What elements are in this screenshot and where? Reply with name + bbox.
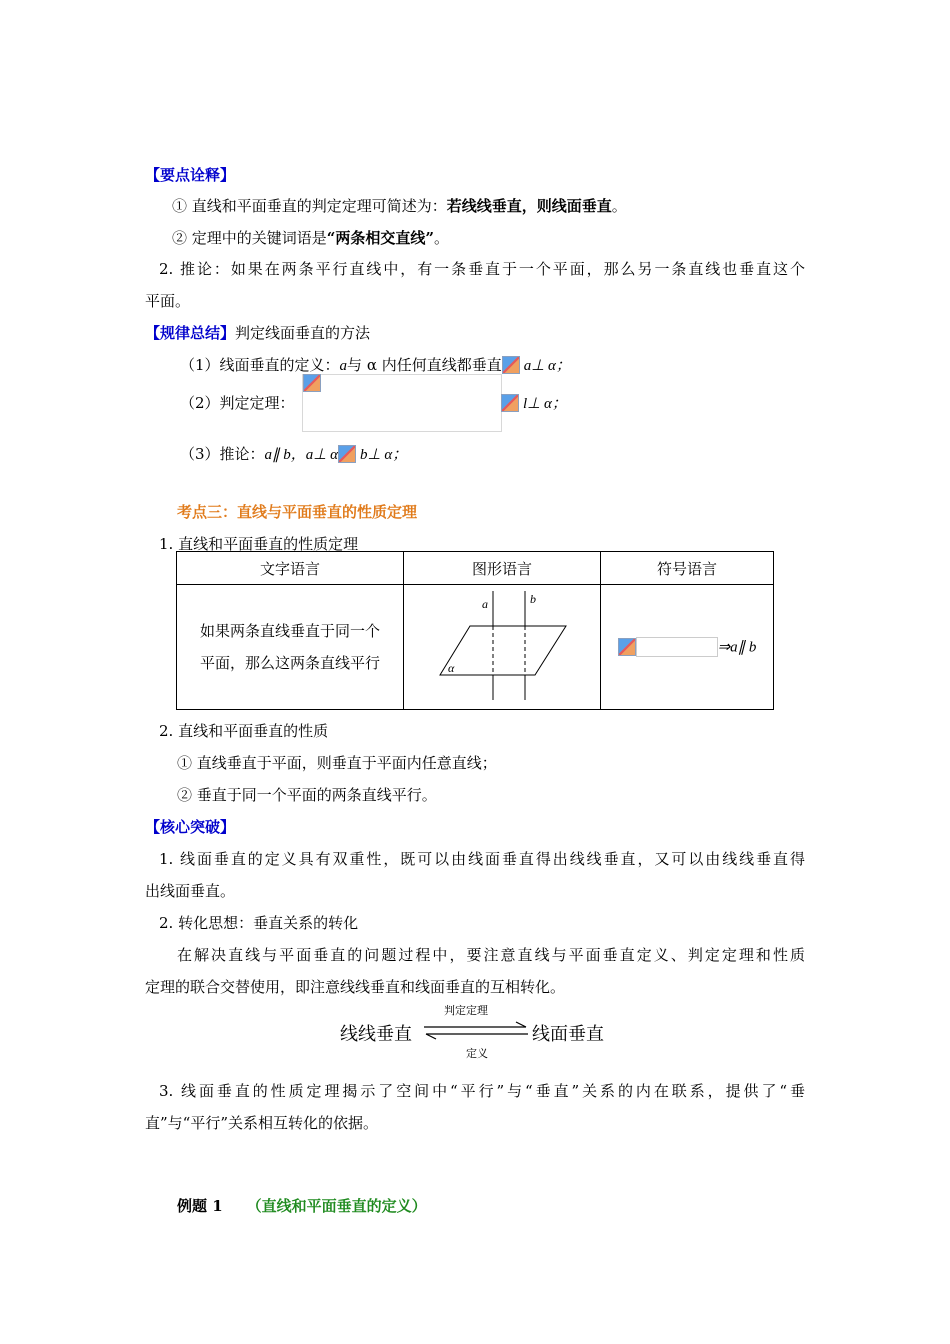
section-heading-point-3: 考点三：直线与平面垂直的性质定理 bbox=[177, 503, 418, 521]
key-point-2-suffix: 。 bbox=[434, 229, 450, 247]
property-item-1: 1. 直线和平面垂直的性质定理 bbox=[159, 535, 359, 553]
table-text-line-1: 如果两条直线垂直于同一个 bbox=[199, 622, 380, 640]
missing-image-icon bbox=[501, 394, 519, 412]
diagram-top-label: 判定定理 bbox=[444, 1004, 488, 1017]
rules-heading-text: 判定线面垂直的方法 bbox=[235, 324, 371, 342]
section-heading-key-points: 【要点诠释】 bbox=[145, 166, 236, 184]
missing-image-icon bbox=[303, 374, 321, 392]
figure-label-b: b bbox=[530, 592, 536, 606]
core-paragraph-4-line-1: 3. 线面垂直的性质定理揭示了空间中“平行”与“垂直”关系的内在联系，提供了“垂 bbox=[159, 1082, 805, 1100]
method-1-prefix: （1）线面垂直的定义： bbox=[180, 356, 340, 374]
key-point-1-suffix: 。 bbox=[611, 197, 627, 215]
method-3 bbox=[180, 444, 407, 465]
key-point-1-bold: 若线线垂直，则线面垂直 bbox=[446, 197, 612, 215]
key-point-2 bbox=[172, 228, 449, 248]
table-cell-figure bbox=[404, 585, 601, 710]
symbol-formula-box bbox=[636, 637, 718, 657]
core-paragraph-3-line-2: 定理的联合交替使用，即注意线线垂直和线面垂直的互相转化。 bbox=[145, 978, 566, 996]
diagram-right-label: 线面垂直 bbox=[532, 1024, 604, 1045]
table-text-line-2: 平面，那么这两条直线平行 bbox=[199, 654, 380, 672]
core-paragraph-3-line-1: 在解决直线与平面垂直的问题过程中，要注意直线与平面垂直定义、判定定理和性质 bbox=[177, 946, 805, 964]
method-1-result: a⊥ α； bbox=[523, 358, 571, 374]
method-3-prefix: （3）推论： bbox=[180, 445, 265, 463]
rules-heading-row bbox=[145, 323, 370, 343]
method-1-mid: 与 α 内任何直线都垂直 bbox=[347, 356, 502, 374]
table-header-figure: 图形语言 bbox=[404, 552, 601, 585]
method-2-result-row bbox=[501, 393, 567, 414]
example-title: （直线和平面垂直的定义） bbox=[246, 1197, 427, 1215]
method-2-formula-box bbox=[302, 374, 502, 432]
property-item-2-sub-1: ① 直线垂直于平面，则垂直于平面内任意直线； bbox=[177, 754, 497, 772]
corollary-line-1: 2. 推论：如果在两条平行直线中，有一条垂直于一个平面，那么另一条直线也垂直这个 bbox=[159, 260, 805, 278]
property-item-2-sub-2: ② 垂直于同一个平面的两条直线平行。 bbox=[177, 786, 437, 804]
perpendicular-lines-figure bbox=[404, 585, 600, 705]
table-header-text: 文字语言 bbox=[177, 552, 404, 585]
figure-label-a: a bbox=[482, 597, 488, 611]
example-heading bbox=[177, 1196, 427, 1216]
double-arrow-icon bbox=[422, 1020, 530, 1042]
key-point-1 bbox=[172, 196, 627, 216]
section-heading-rules: 【规律总结】 bbox=[145, 324, 236, 342]
key-point-2-bold: “两条相交直线” bbox=[326, 229, 435, 247]
missing-image-icon bbox=[502, 356, 520, 374]
table-header-row bbox=[177, 552, 774, 585]
table-cell-text bbox=[177, 585, 404, 710]
property-table bbox=[176, 551, 774, 710]
method-3-a: a∥ b bbox=[264, 447, 291, 463]
property-item-2: 2. 直线和平面垂直的性质 bbox=[159, 722, 329, 740]
method-1 bbox=[180, 355, 571, 376]
example-label: 例题 1 bbox=[177, 1197, 223, 1215]
missing-image-icon bbox=[338, 445, 356, 463]
method-3-result: b⊥ α； bbox=[360, 447, 408, 463]
method-1-a: a bbox=[339, 358, 348, 374]
key-point-1-text: ① 直线和平面垂直的判定定理可简述为： bbox=[172, 197, 447, 215]
diagram-bottom-label: 定义 bbox=[466, 1047, 488, 1060]
section-heading-core: 【核心突破】 bbox=[145, 818, 236, 836]
missing-image-icon bbox=[618, 638, 636, 656]
table-header-symbol: 符号语言 bbox=[601, 552, 774, 585]
conversion-diagram bbox=[336, 1002, 616, 1062]
key-point-2-text: ② 定理中的关键词语是 bbox=[172, 229, 327, 247]
method-3-mid: ，a⊥ α bbox=[290, 447, 338, 463]
table-cell-symbol bbox=[601, 585, 774, 710]
method-2-label: （2）判定定理： bbox=[180, 394, 295, 412]
figure-label-alpha: α bbox=[448, 661, 455, 675]
core-paragraph-4-line-2: 直”与“平行”关系相互转化的依据。 bbox=[145, 1114, 379, 1132]
method-2-result: l⊥ α； bbox=[523, 396, 567, 412]
core-paragraph-2: 2. 转化思想：垂直关系的转化 bbox=[159, 914, 359, 932]
corollary-line-2: 平面。 bbox=[145, 292, 191, 310]
core-paragraph-1-line-2: 出线面垂直。 bbox=[145, 882, 236, 900]
symbol-result: ⇒a∥ b bbox=[717, 639, 757, 656]
plane-parallelogram bbox=[440, 626, 566, 675]
table-row bbox=[177, 585, 774, 710]
diagram-left-label: 线线垂直 bbox=[340, 1024, 412, 1045]
core-paragraph-1-line-1: 1. 线面垂直的定义具有双重性，既可以由线面垂直得出线线垂直，又可以由线线垂直得 bbox=[159, 850, 805, 868]
